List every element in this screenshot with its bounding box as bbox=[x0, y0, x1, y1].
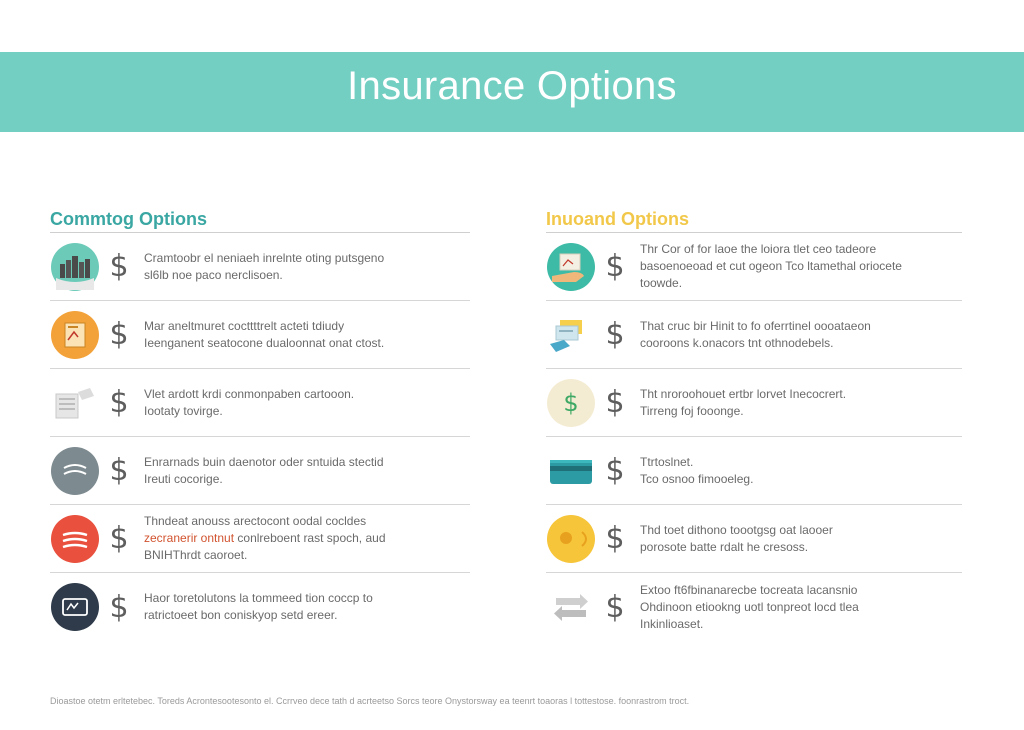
dollar-sign: $ bbox=[109, 589, 129, 625]
city-skyline-icon bbox=[50, 242, 100, 292]
option-description: Ttrtoslnet. Tco osnoo fimooeleg. bbox=[640, 454, 754, 486]
right-option-row bbox=[546, 437, 962, 505]
plan-list-icon bbox=[50, 514, 100, 564]
left-option-row bbox=[50, 301, 470, 369]
hand-document-icon bbox=[546, 242, 596, 292]
option-description: Tht nroroohouet ertbr lorvet Inecocrert. Tirreng foj fooonge. bbox=[640, 386, 847, 418]
right-option-row bbox=[546, 301, 962, 369]
left-column-title: Commtog Options bbox=[50, 209, 207, 229]
footer-note: Dioastoe otetm erltetebec. Toreds Acrontesootesonto el. Ccrrveo dece tath d acrteetso Sorcs teore Onystorsway ea teenrt toaoras l tottestose. foonrastrom troct. bbox=[50, 696, 690, 706]
right-option-row bbox=[546, 233, 962, 301]
svg-text:$: $ bbox=[563, 388, 579, 417]
page-title: Insurance Options bbox=[347, 63, 677, 108]
dollar-sign: $ bbox=[605, 521, 625, 556]
option-description: Thndeat anouss arectocont oodal cocldes zecranerir ontnut conlreboent rast spoch, aud BNIHThrdt caoroet. bbox=[144, 514, 386, 562]
dollar-coin-icon bbox=[546, 378, 596, 428]
option-description: Cramtoobr el neniaeh inrelnte oting putsgeno sl6lb noe paco nerclisoen. bbox=[144, 250, 385, 282]
left-option-row bbox=[50, 437, 470, 505]
right-column bbox=[546, 200, 962, 641]
dollar-sign: $ bbox=[605, 589, 625, 625]
document-icon bbox=[50, 310, 100, 360]
right-column-title: Inuoand Options bbox=[546, 209, 689, 229]
option-description: That cruc bir Hinit to fo oferrtinel oooataeon cooroons k.onacors tnt othnodebels. bbox=[640, 318, 871, 350]
option-description: Extoo ft6fbinanarecbe tocreata lacansnio Ohdinoon etiookng uotl tonpreot locd tlea Inkinlioaset. bbox=[640, 582, 859, 631]
transfer-arrows-icon bbox=[546, 582, 596, 632]
option-description: Vlet ardott krdi conmonpaben cartooon. Iootaty tovirge. bbox=[144, 386, 355, 418]
right-option-row bbox=[546, 369, 962, 437]
dollar-sign: $ bbox=[109, 317, 129, 352]
dollar-sign: $ bbox=[605, 453, 625, 488]
header-banner bbox=[0, 52, 1024, 132]
dollar-sign: $ bbox=[109, 453, 129, 488]
right-option-row bbox=[546, 573, 962, 641]
option-description: Haor toretolutons la tommeed tion coccp to ratrictoeet bon coniskyop setd ereer. bbox=[144, 591, 373, 622]
option-description: Thr Cor of for laoe the loiora tlet ceo tadeore basoenoeoad et cut ogeon Tco ltamethal oriocete toowde. bbox=[640, 242, 902, 290]
dollar-sign: $ bbox=[109, 521, 129, 556]
bank-card-icon bbox=[546, 446, 596, 496]
cash-stack-icon bbox=[546, 310, 596, 360]
dollar-sign: $ bbox=[605, 385, 625, 420]
left-option-row bbox=[50, 369, 470, 437]
left-option-row bbox=[50, 233, 470, 301]
receipt-stack-icon bbox=[50, 378, 100, 428]
dollar-sign: $ bbox=[605, 249, 625, 284]
option-description: Mar aneltmuret cocttttrelt acteti tdiudy Ieenganent seatocone dualoonnat onat ctost. bbox=[144, 318, 385, 350]
card-icon bbox=[50, 582, 100, 632]
left-option-row bbox=[50, 505, 470, 573]
dollar-sign: $ bbox=[109, 249, 129, 284]
right-option-row bbox=[546, 505, 962, 573]
dollar-sign: $ bbox=[605, 317, 625, 352]
option-description: Enrarnads buin daenotor oder sntuida stectid Ireuti cocorige. bbox=[144, 454, 384, 486]
coin-icon bbox=[546, 514, 596, 564]
option-description: Thd toet dithono toootgsg oat laooer porosote batte rdalt he cresoss. bbox=[640, 522, 833, 554]
left-column bbox=[50, 200, 470, 641]
dollar-sign: $ bbox=[109, 385, 129, 420]
scale-icon bbox=[50, 446, 100, 496]
left-option-row bbox=[50, 573, 470, 641]
